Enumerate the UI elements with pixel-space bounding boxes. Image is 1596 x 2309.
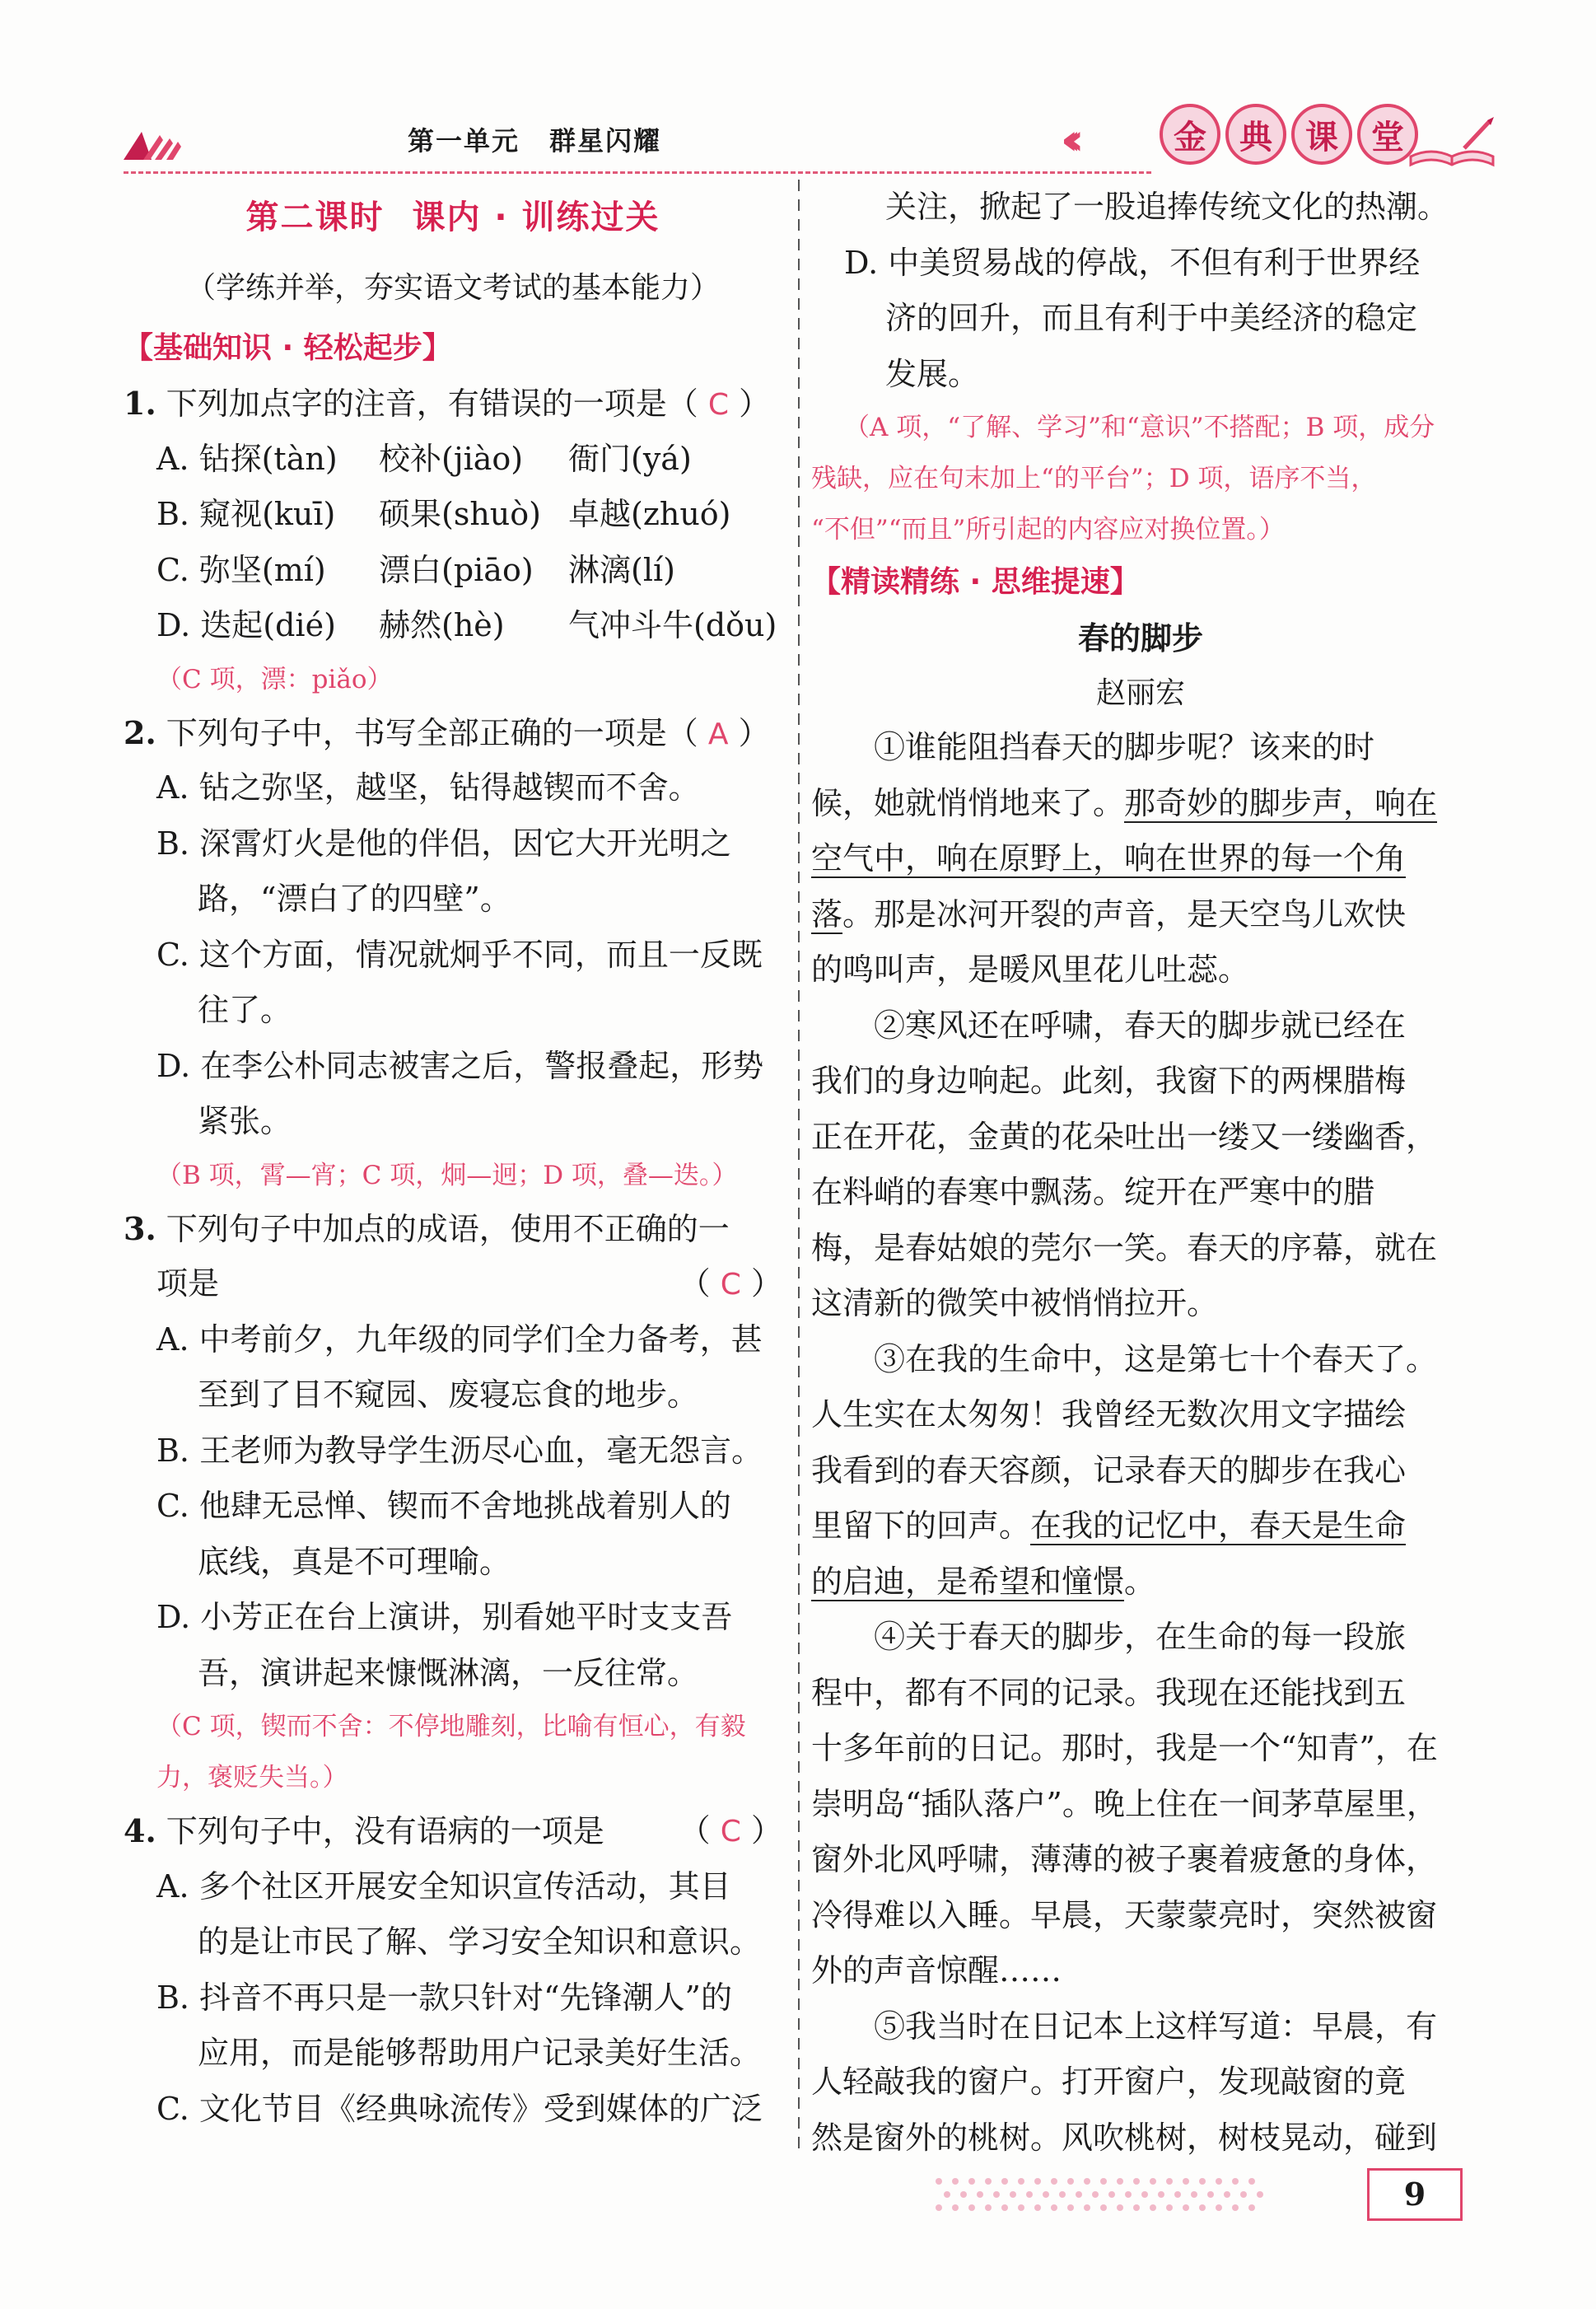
- paragraph-line: 的鸣叫声，是暖风里花儿吐蕊。: [811, 951, 1250, 988]
- article-author: 赵丽宏: [1095, 676, 1185, 710]
- question-text: 下列句子中加点的成语，使用不正确的一: [166, 1210, 730, 1247]
- option-line: C. 文化节目《经典咏流传》受到媒体的广泛: [156, 2090, 763, 2127]
- paragraph-line: ①谁能阻挡春天的脚步呢？该来的时: [874, 729, 1375, 765]
- option-line: A. 多个社区开展安全知识宣传活动，其目: [156, 1867, 731, 1905]
- option-cell: 淋漓(lí): [568, 551, 675, 588]
- open-book-icon: [1407, 115, 1497, 173]
- page-number: 9: [1367, 2168, 1463, 2221]
- unit-theme: 群星闪耀: [549, 125, 662, 157]
- paragraph-line: 这清新的微笑中被悄悄拉开。: [811, 1285, 1219, 1321]
- question-3-stem-cont: [124, 1256, 782, 1312]
- option-line: 应用，而是能够帮助用户记录美好生活。: [198, 2035, 762, 2071]
- paragraph-line: 我看到的春天容颜，记录春天的脚步在我心: [811, 1451, 1407, 1489]
- question-text: 项是: [156, 1265, 220, 1302]
- question-text: 下列句子中，没有语病的一项是: [166, 1813, 604, 1849]
- option-row: [124, 487, 782, 543]
- answer-mark: A: [707, 717, 729, 751]
- question-3-stem: [124, 1201, 782, 1257]
- paragraph-line: ②寒风还在呼啸，春天的脚步就已经在: [874, 1007, 1407, 1044]
- option-cell: A. 钻探(tàn): [156, 440, 338, 477]
- question-number: 2.: [124, 713, 156, 751]
- option-line: C. 这个方面，情况就炯乎不同，而且一反既: [156, 936, 763, 973]
- option-line: 吾，演讲起来慷慨淋漓，一反往常。: [198, 1654, 699, 1691]
- question-1-stem: [124, 376, 782, 432]
- option-line: B. 王老师为教导学生沥尽心血，毫无怨言。: [156, 1432, 763, 1469]
- option-line: 往了。: [198, 992, 292, 1028]
- paragraph-line: [811, 831, 1470, 887]
- paragraph-line: 人轻敲我的窗户。打开窗户，发现敲窗的竟: [811, 2064, 1407, 2100]
- option-cell: 赫然(hè): [379, 607, 505, 643]
- paragraph-line: ⑤我当时在日记本上这样写道：早晨，有: [874, 2008, 1438, 2045]
- section-heading-reading: 【精读精练 · 思维提速】: [811, 565, 1140, 599]
- question-2-stem: [124, 705, 782, 761]
- text-run: 。那是冰河开裂的声音，是天空鸟儿欢快: [842, 895, 1407, 932]
- text-run: 。: [1124, 1563, 1156, 1600]
- option-line: 至到了目不窥园、废寝忘食的地步。: [198, 1377, 699, 1413]
- option-line: 紧张。: [198, 1103, 292, 1139]
- option-line: B. 深霄灯火是他的伴侣，因它大开光明之: [156, 825, 732, 862]
- question-number: 1.: [124, 385, 156, 422]
- column-divider: [795, 180, 803, 2157]
- text-run: 候，她就悄悄地来了。: [811, 784, 1125, 821]
- answer-close: ）: [739, 386, 771, 422]
- option-cell: 卓越(zhuó): [568, 496, 731, 532]
- paragraph-line: ③在我的生命中，这是第七十个春天了。: [874, 1340, 1438, 1377]
- paragraph-line: 在料峭的春寒中飘荡。绽开在严寒中的腊: [811, 1174, 1375, 1210]
- paragraph-line: ④关于春天的脚步，在生命的每一段旅: [874, 1619, 1407, 1655]
- paragraph-line: 十多年前的日记。那时，我是一个“知青”，在: [811, 1730, 1438, 1766]
- answer-note: （C 项，漂：piǎo）: [156, 664, 393, 694]
- unit-title: [408, 120, 661, 158]
- answer-mark: C: [707, 388, 730, 422]
- section-heading-basics: 【基础知识 · 轻松起步】: [124, 331, 452, 365]
- unit-label: 第一单元: [408, 125, 520, 157]
- option-line: 底线，真是不可理喻。: [198, 1543, 511, 1580]
- paragraph-line: 然是窗外的桃树。风吹桃树，树枝晃动，碰到: [811, 2119, 1438, 2156]
- option-line: C. 他肆无忌惮、锲而不舍地挑战着别人的: [156, 1488, 731, 1524]
- paragraph-line: 程中，都有不同的记录。我现在还能找到五: [811, 1674, 1407, 1711]
- option-cell: 衙门(yá): [568, 440, 692, 477]
- brand-char: 堂: [1357, 104, 1418, 165]
- paragraph-line: [811, 776, 1470, 832]
- question-text: 下列句子中，书写全部正确的一项是（: [166, 714, 698, 751]
- lesson-period: 第二课时: [245, 199, 385, 236]
- answer-note: （B 项，霄—宵；C 项，炯—迥；D 项，叠—迭。）: [156, 1160, 738, 1190]
- underlined-text: 在我的记忆中，春天是生命: [1030, 1507, 1407, 1544]
- answer-bracket: （ C ）: [679, 1812, 782, 1849]
- answer-note: 力，褒贬失当。）: [156, 1763, 348, 1793]
- underlined-text: 那奇妙的脚步声，响在: [1124, 784, 1438, 821]
- option-row: [124, 598, 782, 654]
- option-cell: 硕果(shuò): [379, 496, 541, 532]
- option-line: 关注，掀起了一股追捧传统文化的热潮。: [885, 189, 1449, 225]
- header-divider: [124, 171, 1151, 174]
- option-cell: 气冲斗牛(dǒu): [568, 607, 777, 643]
- underlined-text: 落: [811, 895, 843, 932]
- paragraph-line: [811, 887, 1470, 943]
- question-4-stem: [124, 1803, 782, 1859]
- question-text: 下列加点字的注音，有错误的一项是（: [166, 386, 698, 422]
- answer-note: 残缺，应在句末加上“的平台”；D 项，语序不当，: [811, 464, 1377, 493]
- option-line: 济的回升，而且有利于中美经济的稳定: [885, 300, 1418, 336]
- answer-close: ）: [738, 714, 770, 751]
- answer-mark: C: [720, 1815, 741, 1849]
- brand-char: 典: [1225, 104, 1286, 165]
- brand-char: 金: [1160, 104, 1220, 165]
- answer-note: （C 项，锲而不舍：不停地雕刻，比喻有恒心，有毅: [156, 1712, 746, 1741]
- paragraph-line: 正在开花，金黄的花朵吐出一缕又一缕幽香，: [811, 1118, 1438, 1155]
- option-line: 路，“漂白了的四壁”。: [198, 881, 511, 917]
- option-line: D. 在李公朴同志被害之后，警报叠起，形势: [156, 1047, 764, 1084]
- paragraph-line: 窗外北风呼啸，薄薄的被子裹着疲惫的身体，: [811, 1841, 1438, 1877]
- option-cell: 校补(jiào): [379, 440, 524, 477]
- chevron-left-icon: ‹‹‹: [1061, 115, 1070, 165]
- option-cell: B. 窥视(kuī): [156, 496, 336, 532]
- brand-char: 课: [1291, 104, 1352, 165]
- paragraph-line: 崇明岛“插队落户”。晚上住在一间茅草屋里，: [811, 1785, 1438, 1822]
- lesson-subtitle: （学练并举，夯实语文考试的基本能力）: [185, 271, 720, 305]
- answer-bracket: （ C ）: [679, 1265, 782, 1302]
- option-line: B. 抖音不再只是一款只针对“先锋潮人”的: [156, 1979, 732, 2016]
- left-column: [124, 180, 782, 2137]
- decorative-dots: [931, 2175, 1276, 2213]
- paragraph-line: 冷得难以入睡。早晨，天蒙蒙亮时，突然被窗: [811, 1896, 1438, 1933]
- question-number: 3.: [124, 1209, 156, 1247]
- option-line: 发展。: [885, 355, 980, 392]
- text-run: 里留下的回声。: [811, 1507, 1031, 1544]
- paragraph-line: 人生实在太匆匆！我曾经无数次用文字描绘: [811, 1396, 1407, 1433]
- paragraph-line: [811, 1498, 1470, 1554]
- option-line: 的是让市民了解、学习安全知识和意识。: [198, 1923, 762, 1960]
- underlined-text: 空气中，响在原野上，响在世界的每一个角: [811, 840, 1407, 876]
- option-line: A. 钻之弥坚，越坚，钻得越锲而不舍。: [156, 769, 700, 806]
- question-number: 4.: [124, 1812, 156, 1849]
- paragraph-line: [811, 1554, 1470, 1610]
- page-header: [124, 99, 1497, 173]
- answer-note: （A 项，“了解、学习”和“意识”不搭配；B 项，成分: [844, 413, 1435, 442]
- lesson-name: 课内 · 训练过关: [412, 199, 660, 236]
- triangle-stripes-icon: [124, 127, 181, 160]
- option-cell: 漂白(piāo): [379, 551, 534, 588]
- right-column: [811, 180, 1470, 2166]
- paragraph-line: 梅，是春姑娘的莞尔一笑。春天的序幕，就在: [811, 1229, 1438, 1266]
- lesson-title: [124, 180, 782, 255]
- article-title: 春的脚步: [1077, 619, 1203, 657]
- paragraph-line: 外的声音惊醒……: [811, 1952, 1062, 1989]
- option-line: D. 小芳正在台上演讲，别看她平时支支吾: [156, 1599, 733, 1635]
- brand-logo: [1061, 99, 1497, 181]
- answer-mark: C: [720, 1268, 741, 1302]
- option-row: [124, 543, 782, 599]
- option-cell: D. 迭起(dié): [156, 607, 336, 643]
- option-line: D. 中美贸易战的停战，不但有利于世界经: [844, 244, 1421, 281]
- answer-note: “不但”“而且”所引起的内容应对换位置。）: [811, 515, 1285, 545]
- option-cell: C. 弥坚(mí): [156, 551, 326, 588]
- option-line: A. 中考前夕，九年级的同学们全力备考，甚: [156, 1320, 763, 1358]
- underlined-text: 的启迪，是希望和憧憬: [811, 1563, 1125, 1600]
- option-row: [124, 432, 782, 488]
- paragraph-line: 我们的身边响起。此刻，我窗下的两棵腊梅: [811, 1063, 1407, 1099]
